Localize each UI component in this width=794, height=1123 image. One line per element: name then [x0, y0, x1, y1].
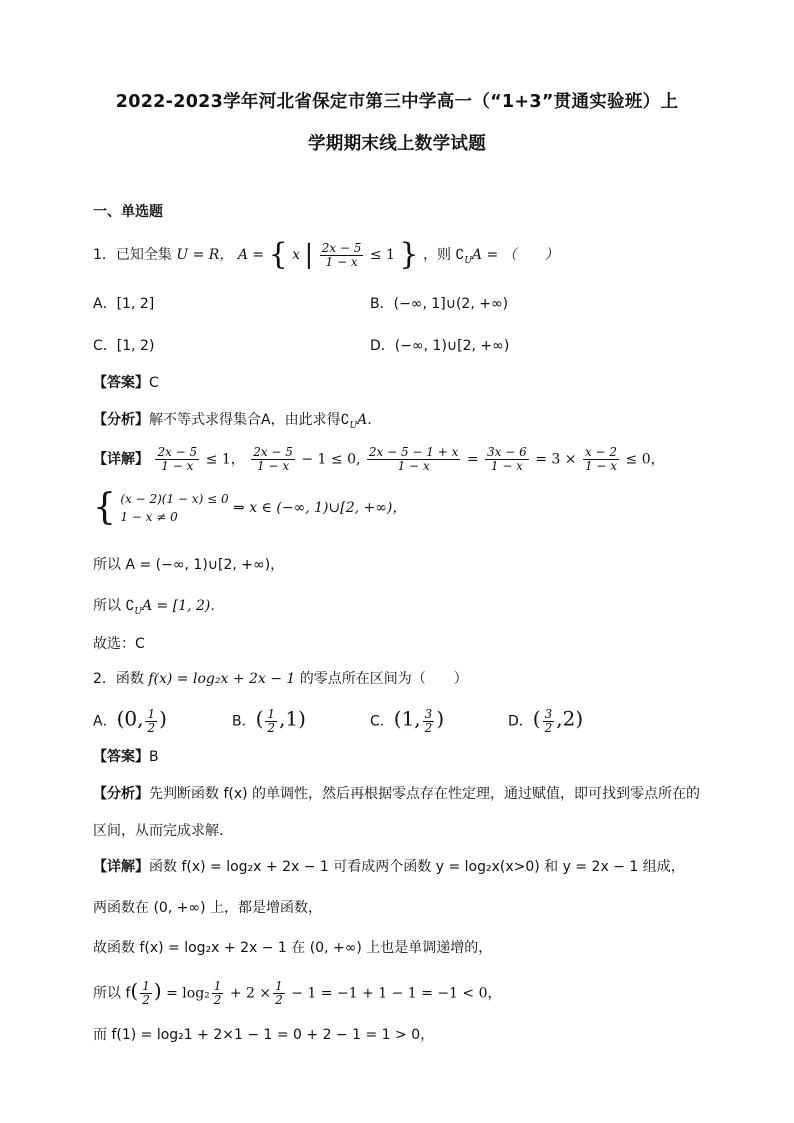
q2-opt-b-right: ,1)	[279, 706, 306, 731]
q1-option-a: A．[1, 2]	[93, 296, 155, 312]
q1-d1-text1: ≤ 1，	[205, 451, 245, 468]
q1-so2	[93, 596, 215, 622]
q1-le1: ≤ 1	[369, 247, 395, 263]
q1-open-brace: {	[268, 237, 288, 272]
q1-analysis	[93, 410, 372, 436]
q1-stem	[93, 237, 559, 272]
q2-option-b	[232, 708, 306, 735]
q1-system-lines	[120, 490, 228, 526]
q2-d4-rparen: )	[153, 978, 162, 1003]
q2-detail-line4	[93, 980, 502, 1007]
q2-opt-c-left: (1,	[393, 706, 421, 731]
q2-d4-den1: 2	[142, 993, 150, 1007]
q1-d1-frac4-num: 3x − 6	[487, 445, 527, 459]
q2-answer	[93, 747, 159, 767]
q2-option-c	[370, 708, 444, 735]
doc-title-line2: 学期期末线上数学试题	[308, 134, 486, 154]
q2-d4-num1: 1	[142, 979, 150, 993]
q1-frac-den: 1 − x	[325, 254, 358, 269]
q2-opt-c-num: 3	[424, 707, 433, 721]
q1-so2-b: A = [1, 2).	[141, 598, 215, 614]
q2-d4-frac1	[140, 980, 152, 1007]
q2-opt-b-left: (	[255, 706, 264, 731]
q2-opt-d-den: 2	[544, 721, 553, 735]
q1-answer	[93, 373, 159, 393]
q1-analysis-end: A.	[357, 412, 372, 428]
q2-opt-d-num: 3	[544, 707, 553, 721]
q1-stem-suffix: ，则 ∁	[422, 247, 465, 263]
q2-analysis-text1: 先判断函数 f(x) 的单调性，然后再根据零点存在性定理，通过赋值，即可找到零点所在的	[149, 786, 701, 802]
q2-stem-a: 2．函数	[93, 671, 149, 687]
q2-opt-b-frac	[265, 708, 277, 735]
q1-fraction	[320, 242, 364, 269]
q1-answer-value: C	[149, 375, 159, 391]
q1-system-result: ⇒ x ∈ (−∞, 1)∪[2, +∞)，	[233, 500, 407, 516]
q2-d4-a: 所以 f	[93, 985, 131, 1002]
q2-d4-den3: 2	[275, 993, 283, 1007]
q1-d1-frac3-num: 2x − 5 − 1 + x	[368, 445, 459, 459]
q1-option-b: B．(−∞, 1]∪(2, +∞)	[370, 296, 509, 312]
q2-opt-d-right: ,2)	[556, 706, 584, 731]
q1-d1-text2: − 1 ≤ 0,	[301, 451, 361, 468]
q1-set-a-lhs: A =	[237, 247, 265, 263]
q1-bar: |	[304, 240, 314, 270]
q2-opt-c-right: )	[436, 706, 445, 731]
q1-stem-end: A = （ ）	[471, 247, 559, 263]
q1-analysis-text: 解不等式求得集合A，由此求得∁	[149, 412, 350, 428]
q2-detail-line3: 故函数 f(x) = log₂x + 2x − 1 在 (0, +∞) 上也是单调递增的，	[93, 940, 493, 956]
q2-opt-a-num: 1	[147, 707, 156, 721]
q1-analysis-label: 【分析】	[93, 412, 149, 428]
q2-detail-label: 【详解】	[93, 859, 149, 875]
q1-d1-frac5-num: x − 2	[584, 445, 618, 459]
q2-d4-num2: 1	[213, 979, 222, 993]
q2-opt-a-frac	[145, 708, 157, 735]
q1-d1-frac5-den: 1 − x	[584, 459, 618, 473]
q1-so2-sub: U	[134, 606, 142, 617]
q1-set-var: x	[292, 247, 301, 263]
q2-stem-b: 的零点所在区间为（ ）	[295, 671, 468, 687]
q1-close-brace: }	[399, 237, 419, 272]
doc-title-line1: 2022-2023学年河北省保定市第三中学高一（“1+3”贯通实验班）上	[115, 92, 679, 112]
q2-d4-c: + 2 ×	[229, 985, 272, 1002]
q2-stem-f: f(x) = log₂x + 2x − 1	[148, 671, 296, 687]
q2-opt-c-label: C．	[370, 713, 394, 730]
q2-opt-a-label: A．	[93, 713, 117, 730]
q1-system-brace: {	[93, 487, 116, 528]
q1-stem-sub: U	[464, 255, 472, 266]
q2-opt-c-frac	[423, 708, 435, 735]
q1-frac-num: 2x − 5	[321, 240, 362, 255]
q2-analysis-label: 【分析】	[93, 786, 149, 802]
q1-d1-frac1-num: 2x − 5	[157, 445, 198, 459]
q1-option-d: D．(−∞, 1)∪[2, +∞)	[370, 338, 510, 354]
q2-d4-num3: 1	[275, 979, 283, 993]
q1-d1-frac2-den: 1 − x	[257, 459, 290, 473]
q2-d4-frac2	[212, 980, 224, 1007]
q2-opt-b-label: B．	[232, 713, 256, 730]
q1-d1-frac4	[485, 446, 529, 473]
q2-opt-d-label: D．	[508, 713, 533, 730]
q1-d1-text3: =	[466, 451, 479, 468]
q2-d4-frac3	[273, 980, 285, 1007]
q1-d1-frac1-den: 1 − x	[161, 459, 194, 473]
q1-system-line1: (x − 2)(1 − x) ≤ 0	[120, 492, 229, 506]
q1-stem-prefix: 1．已知全集	[93, 247, 172, 263]
q1-d1-text4: = 3 ×	[535, 451, 577, 468]
q1-d1-frac2-num: 2x − 5	[253, 445, 293, 459]
q1-d1-frac5	[583, 446, 619, 473]
q2-analysis-line1	[93, 784, 700, 804]
q1-d1-frac3-den: 1 − x	[397, 459, 430, 473]
q1-system-line2: 1 − x ≠ 0	[120, 510, 178, 524]
q2-detail-line2: 两函数在 (0, +∞) 上，都是增函数，	[93, 900, 323, 916]
q2-opt-c-den: 2	[424, 721, 433, 735]
q2-stem	[93, 669, 468, 689]
q2-detail-line1	[93, 857, 685, 877]
q1-d1-frac2	[251, 446, 295, 473]
q2-d4-den2: 2	[213, 993, 222, 1007]
q2-opt-d-frac	[543, 708, 555, 735]
q2-d4-e: − 1 = −1 + 1 − 1 = −1 < 0，	[291, 985, 502, 1002]
q1-analysis-sub: U	[349, 420, 358, 431]
q2-option-d	[508, 708, 583, 735]
q1-detail-label: 【详解】	[93, 451, 149, 468]
q2-opt-a-left: (0,	[116, 706, 144, 731]
q1-d1-text5: ≤ 0，	[625, 451, 665, 468]
q2-answer-value: B	[149, 749, 159, 765]
q1-so2-a: 所以 ∁	[93, 598, 135, 614]
q1-option-c: C．[1, 2)	[93, 338, 155, 354]
q2-answer-label: 【答案】	[93, 749, 149, 765]
section-heading: 一、单选题	[93, 204, 163, 220]
q1-d1-frac3	[367, 446, 461, 473]
q2-detail-line5: 而 f(1) = log₂1 + 2×1 − 1 = 0 + 2 − 1 = 1 > 0，	[93, 1027, 435, 1043]
q1-detail-line1	[93, 446, 665, 473]
q1-system	[93, 487, 407, 528]
q2-analysis-line2: 区间，从而完成求解.	[93, 823, 224, 839]
q2-d4-lparen: (	[130, 978, 139, 1003]
q2-opt-a-den: 2	[147, 721, 156, 735]
q2-opt-b-num: 1	[267, 707, 276, 721]
q1-d1-frac4-den: 1 − x	[490, 459, 523, 473]
q1-choose: 故选：C	[93, 636, 145, 652]
q2-option-a	[93, 708, 167, 735]
q2-d4-b: = log₂	[166, 985, 210, 1002]
q1-d1-frac1	[155, 446, 199, 473]
q1-so1: 所以 A = (−∞, 1)∪[2, +∞)，	[93, 557, 285, 573]
q2-opt-b-den: 2	[267, 721, 276, 735]
q1-answer-label: 【答案】	[93, 375, 149, 391]
q1-universal-set: U = R，	[176, 247, 234, 263]
q2-opt-a-right: )	[159, 706, 167, 731]
q2-detail-text1: 函数 f(x) = log₂x + 2x − 1 可看成两个函数 y = log₂x(x>0) 和 y = 2x − 1 组成，	[149, 859, 685, 875]
q2-opt-d-left: (	[532, 706, 541, 731]
